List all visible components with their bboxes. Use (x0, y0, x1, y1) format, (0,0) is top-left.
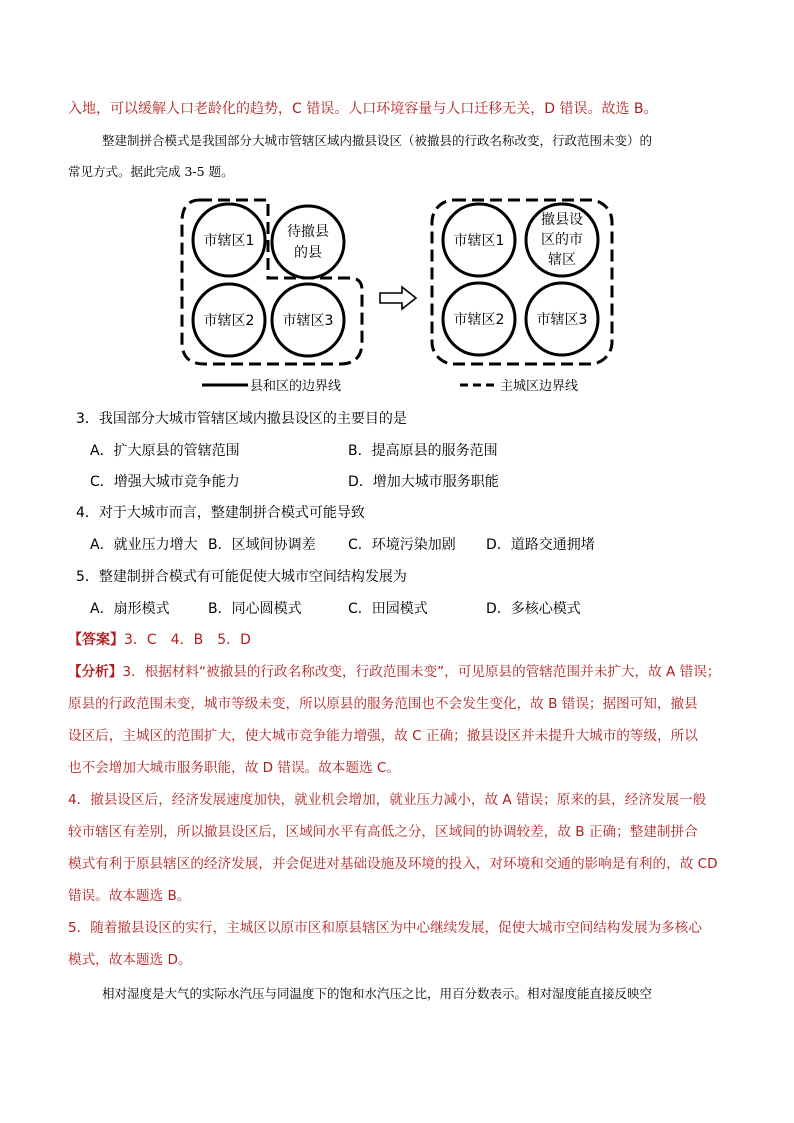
question-4-option-a[interactable]: A．就业压力增大 (90, 537, 198, 553)
footer-passage-line: 相对湿度是大气的实际水汽压与同温度下的饱和水汽压之比，用百分数表示。相对湿度能直接反映空 (102, 986, 653, 1001)
left-district-1-label: 市辖区1 (203, 233, 255, 249)
analysis-line-5: 4．撤县设区后，经济发展速度加快，就业机会增加，就业压力减小，故 A 错误；原来的县，经济发展一般 (68, 792, 707, 808)
question-5-option-b[interactable]: B．同心圆模式 (208, 601, 302, 617)
question-4-stem: 4．对于大城市而言，整建制拼合模式可能导致 (76, 505, 365, 521)
intro-line: 入地，可以缓解人口老龄化的趋势，C 错误。人口环境容量与人口迁移无关，D 错误。故选 B。 (68, 101, 658, 117)
question-3-option-d[interactable]: D．增加大城市服务职能 (348, 474, 499, 490)
question-4-option-d[interactable]: D．道路交通拥堵 (486, 537, 595, 553)
left-district-2-label: 市辖区2 (203, 313, 255, 329)
question-3-option-a[interactable]: A．扩大原县的管辖范围 (90, 443, 240, 459)
analysis-text-1: 3．根据材料“被撤县的行政名称改变，行政范围未变”，可见原县的管辖范围并未扩大，故 A 错误； (122, 664, 721, 680)
right-district-1-label: 市辖区1 (453, 233, 505, 249)
passage-line-2: 常见方式。据此完成 3-5 题。 (68, 164, 234, 179)
answer-line (68, 630, 251, 650)
right-district-2-label: 市辖区2 (453, 312, 505, 328)
transform-arrow-icon (380, 287, 416, 309)
legend-solid-label: 县和区的边界线 (250, 379, 342, 394)
question-3-option-c[interactable]: C．增强大城市竞争能力 (90, 474, 240, 490)
question-5-option-c[interactable]: C．田园模式 (348, 601, 428, 617)
analysis-line-1 (68, 662, 720, 682)
right-new-district-label-1: 撤县设 (541, 212, 583, 228)
question-5-option-d[interactable]: D．多核心模式 (486, 601, 581, 617)
analysis-line-2: 原县的行政范围未变，城市等级未变，所以原县的服务范围也不会发生变化，故 B 错误；据图可知，撤县 (68, 696, 698, 712)
left-county-circle (272, 206, 344, 278)
question-3-option-b[interactable]: B．提高原县的服务范围 (348, 443, 498, 459)
left-district-3-label: 市辖区3 (282, 313, 334, 329)
legend-dashed-label: 主城区边界线 (500, 379, 579, 394)
question-5-option-a[interactable]: A．扇形模式 (90, 601, 170, 617)
left-county-label-1: 待撤县 (287, 224, 329, 240)
analysis-line-9: 5．随着撤县设区的实行，主城区以原市区和原县辖区为中心继续发展，促使大城市空间结构发展为多核心 (68, 920, 702, 936)
answer-label: 【答案】 (68, 632, 124, 648)
right-new-district-label-2: 区的市 (541, 232, 583, 248)
analysis-line-8: 错误。故本题选 B。 (68, 888, 191, 904)
passage-line-1: 整建制拼合模式是我国部分大城市管辖区域内撤县设区（被撤县的行政名称改变，行政范围未变）的 (102, 133, 653, 148)
analysis-label: 【分析】 (68, 664, 123, 680)
question-3-stem: 3．我国部分大城市管辖区域内撤县设区的主要目的是 (76, 411, 407, 427)
left-county-label-2: 的县 (294, 245, 322, 261)
question-4-option-c[interactable]: C．环境污染加剧 (348, 537, 456, 553)
right-new-district-label-3: 辖区 (548, 252, 576, 268)
district-merge-diagram (170, 192, 630, 402)
question-5-stem: 5．整建制拼合模式有可能促使大城市空间结构发展为 (76, 569, 407, 585)
analysis-line-3: 设区后，主城区的范围扩大，使大城市竞争能力增强，故 C 正确；撤县设区并未提升大城市的等级，所以 (68, 728, 698, 744)
right-district-3-label: 市辖区3 (536, 312, 588, 328)
analysis-line-4: 也不会增加大城市服务职能，故 D 错误。故本题选 C。 (68, 760, 400, 776)
analysis-line-6: 较市辖区有差别，所以撤县设区后，区域间水平有高低之分，区域间的协调较差，故 B 正确；整建制拼合 (68, 824, 698, 840)
question-4-option-b[interactable]: B．区域间协调差 (208, 537, 316, 553)
answer-text: 3．C 4．B 5．D (124, 632, 251, 648)
analysis-line-10: 模式，故本题选 D。 (68, 952, 192, 968)
analysis-line-7: 模式有利于原县辖区的经济发展，并会促进对基础设施及环境的投入，对环境和交通的影响是有利的，故 CD (68, 856, 718, 872)
